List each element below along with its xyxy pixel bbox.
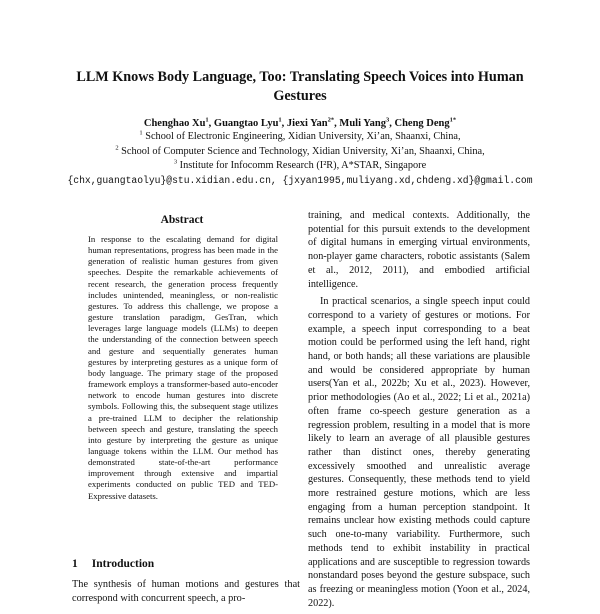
abstract-text: In response to the escalating demand for digital human representations, progress has been made in the generation of realistic human gestures from given speeches. Despite the remarkable achievements of recent research, the generation process frequently includes unintended, meaningless, or non-realistic gestures. To address this challenge, we propose a gesture translation paradigm, GesTran, which leverages large language models (LLMs) to deepen the understanding of the connection between speech and gesture and sequentially generates human gestures by interpreting gestures as a unique form of body language. The primary stage of the proposed framework employs a transformer-based auto-encoder network to encode human gestures into discrete symbols. Following this, the subsequent stage utilizes a pre-trained LLM to decipher the relationship between speech and gesture, translating the speech into gesture by interpreting the gesture as unique language tokens within the LLM. Our method has demonstrated state-of-the-art performance improvement through extensive and impartial experiments conducted on public TED and TED-Expressive datasets. xyxy=(88,234,278,501)
abstract-heading: Abstract xyxy=(160,214,204,226)
author: Muli Yang$^3$, xyxy=(339,116,395,129)
affiliations xyxy=(30,130,570,188)
paragraph: training, and medical contexts. Additionally, the potential for this pursuit extends to the development of digital humans in emerging virtual environments, non-player game characters, robotic assistants (Salem et al., 2012, 2011), and embodied artificial intelligence. xyxy=(308,210,530,290)
right-column xyxy=(308,209,530,614)
author-list xyxy=(40,117,560,130)
author: Jiexi Yan$^{2*}$, xyxy=(286,116,340,129)
author: Chenghao Xu$^1$, xyxy=(143,116,214,129)
intro-text: The synthesis of human motions and gestures that correspond with concurrent speech, a pro- xyxy=(72,579,300,604)
affiliation: $^3$ Institute for Infocomm Research (I²R), A*STAR, Singapore xyxy=(173,158,427,171)
affiliation: $^1$ School of Electronic Engineering, Xidian University, Xi’an, Shaanxi, China, xyxy=(139,129,461,142)
email-list: {chx,guangtaolyu}@stu.xidian.edu.cn, {jxyan1995,muliyang.xd,chdeng.xd}@gmail.com xyxy=(67,174,533,186)
paper-title: LLM Knows Body Language, Too: Translating Speech Voices into Human Gestures xyxy=(76,69,524,104)
section-heading: 1 Introduction xyxy=(72,558,155,570)
affiliation: $^2$ School of Computer Science and Technology, Xidian University, Xi’an, Shaanxi, China, xyxy=(115,144,485,157)
paragraph: In practical scenarios, a single speech input could correspond to a variety of gestures or motions. For example, a speech input corresponding to a beat motion could be performed using the left hand, right hand, or both hands; all these variations are plausible and would be considered appropriate by human users(Yan et al., 2022b; Xu et al., 2023). However, prior methodologies (Ao et al., 2022; Li et al., 2021a) often frame co-speech gesture generation as a regression problem, resulting in a model that is more likely to learn an average of all plausible gestures rather than distinct ones, thereby generating excessively smoothed and unrealistic average gestures. Consequently, these methods tend to yield more restrained gesture motions, which are less engaging from a human perception standpoint. It remains unclear how existing methods could capture such one-to-many variability. Furthermore, such methods tend to exhibit instability in practical applications and are susceptible to regression towards nonstandard poses beyond the gesture subspace, such as freezing or meaningless motion (Yoon et al., 2024, 2022). xyxy=(308,296,530,609)
author: Guangtao Lyu$^1$, xyxy=(213,116,287,129)
author: Cheng Deng$^{1*}$ xyxy=(394,116,457,129)
